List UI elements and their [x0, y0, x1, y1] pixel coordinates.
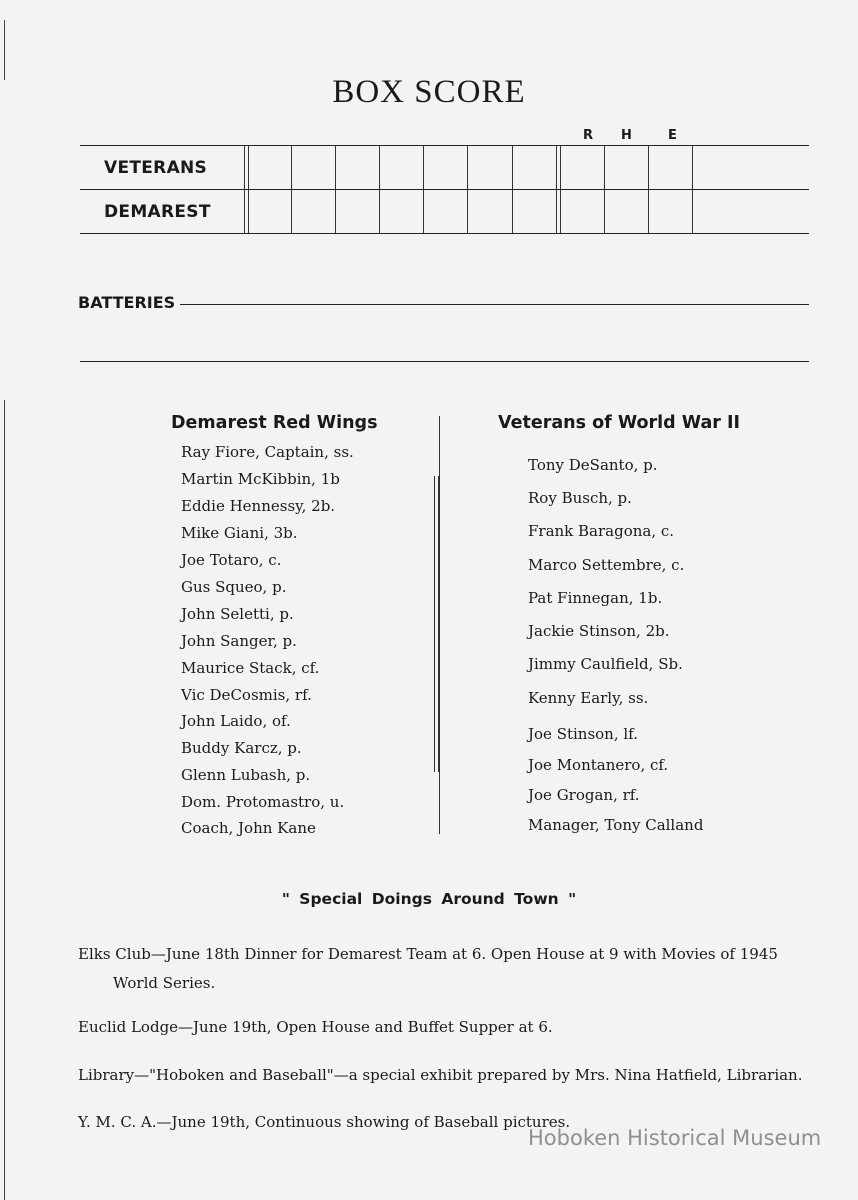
team-label-demarest: DEMAREST	[104, 202, 211, 222]
inning-column-line	[379, 145, 380, 233]
margin-mark	[4, 20, 5, 80]
event-text-continued: World Series.	[113, 974, 216, 992]
grid-divider	[560, 145, 561, 233]
left-roster-player: Mike Giani, 3b.	[181, 524, 298, 542]
rhe-column-line	[692, 145, 693, 233]
grid-divider	[556, 145, 557, 233]
left-roster-player: John Sanger, p.	[181, 632, 297, 650]
grid-divider	[248, 145, 249, 233]
event-library	[78, 1061, 818, 1090]
errors-header: E	[668, 128, 677, 143]
runs-header: R	[583, 128, 594, 143]
left-roster-player: Dom. Protomastro, u.	[181, 793, 345, 811]
left-roster-player: Martin McKibbin, 1b	[181, 470, 340, 488]
right-roster-player: Pat Finnegan, 1b.	[528, 589, 663, 607]
left-roster-player: Joe Totaro, c.	[181, 551, 282, 569]
special-doings-heading: " Special Doings Around Town "	[281, 890, 577, 908]
margin-mark	[4, 400, 5, 1200]
right-roster-player: Manager, Tony Calland	[528, 816, 704, 834]
roster-divider	[439, 416, 440, 834]
left-roster-player: Glenn Lubash, p.	[181, 766, 311, 784]
right-roster-player: Joe Grogan, rf.	[528, 786, 640, 804]
batteries-line	[180, 304, 809, 305]
right-roster-player: Joe Stinson, lf.	[528, 725, 638, 743]
right-roster-player: Jackie Stinson, 2b.	[528, 622, 670, 640]
inning-column-line	[512, 145, 513, 233]
right-roster-player: Roy Busch, p.	[528, 489, 632, 507]
left-roster-player: Buddy Karcz, p.	[181, 739, 302, 757]
left-roster-player: Ray Fiore, Captain, ss.	[181, 443, 354, 461]
event-text: Elks Club—June 18th Dinner for Demarest Team at 6. Open House at 9 with Movies of 1945	[78, 945, 778, 963]
left-roster-player: Vic DeCosmis, rf.	[181, 686, 312, 704]
inning-column-line	[423, 145, 424, 233]
batteries-line-lower	[80, 361, 809, 362]
left-roster-player: Eddie Hennessy, 2b.	[181, 497, 336, 515]
grid-divider	[244, 145, 245, 233]
roster-divider-accent	[438, 476, 439, 772]
right-roster-player: Marco Settembre, c.	[528, 556, 685, 574]
left-roster-player: Maurice Stack, cf.	[181, 659, 320, 677]
grid-line-top	[80, 145, 809, 146]
right-roster-player: Frank Baragona, c.	[528, 522, 675, 540]
team-label-veterans: VETERANS	[104, 158, 208, 178]
batteries-label: BATTERIES	[78, 293, 176, 312]
museum-watermark: Hoboken Historical Museum	[528, 1126, 822, 1150]
left-roster-player: Coach, John Kane	[181, 819, 316, 837]
right-roster-player: Tony DeSanto, p.	[528, 456, 658, 474]
grid-line-bottom	[80, 233, 809, 234]
right-roster-player: Kenny Early, ss.	[528, 689, 649, 707]
right-roster-heading: Veterans of World War II	[498, 413, 741, 433]
event-text: Euclid Lodge—June 19th, Open House and Buffet Supper at 6.	[78, 1018, 553, 1036]
right-roster-player: Joe Montanero, cf.	[528, 756, 669, 774]
inning-column-line	[291, 145, 292, 233]
inning-column-line	[335, 145, 336, 233]
right-roster-player: Jimmy Caulfield, Sb.	[528, 655, 683, 673]
left-roster-player: Gus Squeo, p.	[181, 578, 287, 596]
rhe-column-line	[648, 145, 649, 233]
event-euclid-lodge	[78, 1013, 818, 1042]
left-roster-heading: Demarest Red Wings	[171, 413, 378, 433]
event-text: Library—"Hoboken and Baseball"—a special exhibit prepared by Mrs. Nina Hatfield, Librarian.	[78, 1066, 803, 1084]
event-elks-club	[78, 940, 818, 998]
left-roster-player: John Laido, of.	[181, 712, 291, 730]
event-text: Y. M. C. A.—June 19th, Continuous showing of Baseball pictures.	[78, 1113, 571, 1131]
grid-line-middle	[80, 189, 809, 190]
hits-header: H	[621, 128, 632, 143]
rhe-column-line	[604, 145, 605, 233]
page-title: BOX SCORE	[332, 74, 526, 110]
roster-divider-accent	[434, 476, 435, 772]
left-roster-player: John Seletti, p.	[181, 605, 294, 623]
inning-column-line	[467, 145, 468, 233]
